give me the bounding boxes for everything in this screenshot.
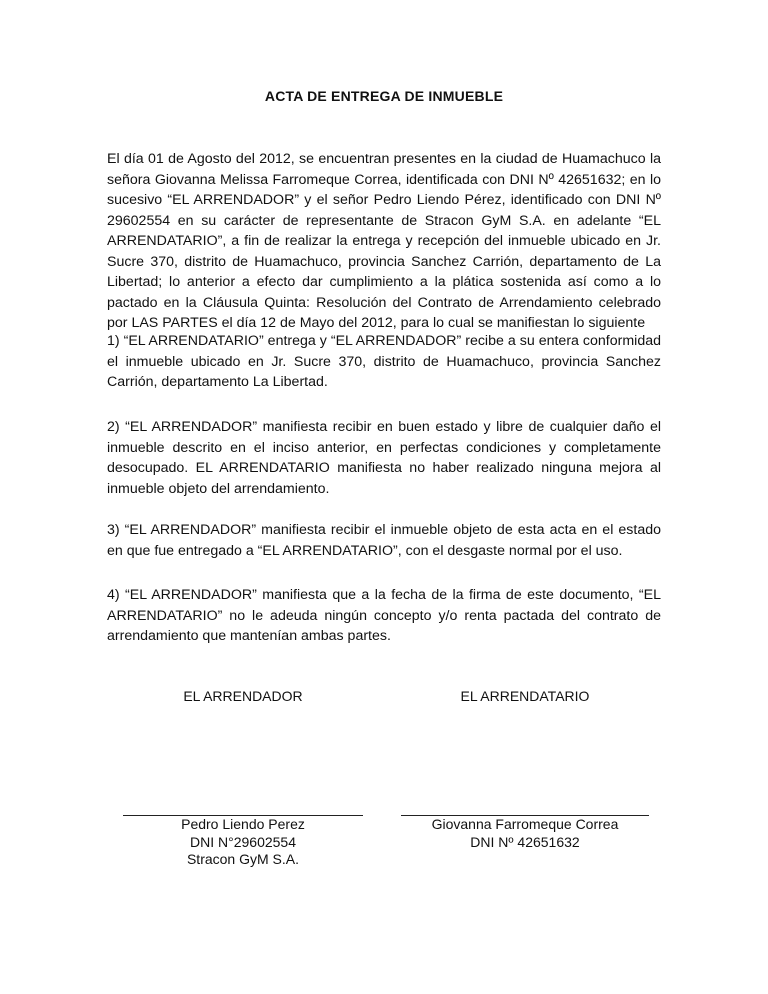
signer-id: DNI N°29602554 (190, 833, 296, 850)
signer-name: Giovanna Farromeque Correa (431, 816, 619, 832)
clause-2-paragraph: 2) “EL ARRENDADOR” manifiesta recibir en buen estado y libre de cualquier daño el inmueble descrito en el inciso anterior, en perfectas condiciones y completamente desocupado. EL ARRENDATARIO manifiesta no haber realizado ninguna mejora al inmueble objeto del arrendamiento. (107, 419, 661, 497)
signer-id: DNI Nº 42651632 (470, 833, 580, 850)
intro-paragraph: El día 01 de Agosto del 2012, se encuentran presentes en la ciudad de Huamachuco la señora Giovanna Melissa Farromeque Correa, identificada con DNI Nº 42651632; en lo sucesivo “EL ARRENDADOR” y el señor Pedro Liendo Pérez, identificado con DNI Nº 29602554 en su carácter de representante de Stracon GyM S.A. en adelante “EL ARRENDATARIO”, a fin de realizar la entrega y recepción del inmueble ubicado en Jr. Sucre 370, distrito de Huamachuco, provincia Sanchez Carrión, departamento de La Libertad; lo anterior a efecto dar cumplimiento a la plática sostenida así como a lo pactado en la Cláusula Quinta: Resolución del Contrato de Arrendamiento celebrado por LAS PARTES el día 12 de Mayo del 2012, para lo cual se manifiestan lo siguiente (107, 151, 661, 331)
signature-block-right (401, 816, 649, 851)
document-title: ACTA DE ENTREGA DE INMUEBLE (264, 88, 504, 104)
clause-3-paragraph: 3) “EL ARRENDADOR” manifiesta recibir el inmueble objeto de esta acta en el estado en que fue entregado a “EL ARRENDATARIO”, con el desgaste normal por el uso. (107, 522, 661, 559)
signature-heading-arrendatario: EL ARRENDATARIO (460, 688, 590, 704)
signer-name: Pedro Liendo Perez (181, 816, 305, 832)
signature-heading-arrendador: EL ARRENDADOR (183, 688, 303, 704)
clause-1-paragraph: 1) “EL ARRENDATARIO” entrega y “EL ARRENDADOR” recibe a su entera conformidad el inmueble ubicado en Jr. Sucre 370, distrito de Huamachuco, provincia Sanchez Carrión, departamento La Libertad. (107, 333, 661, 390)
signature-block-left (123, 816, 363, 869)
signer-company: Stracon GyM S.A. (186, 851, 300, 867)
clause-4-paragraph: 4) “EL ARRENDADOR” manifiesta que a la fecha de la firma de este documento, “EL ARRENDATARIO” no le adeuda ningún concepto y/o renta pactada del contrato de arrendamiento que mantenían ambas partes. (107, 587, 661, 644)
